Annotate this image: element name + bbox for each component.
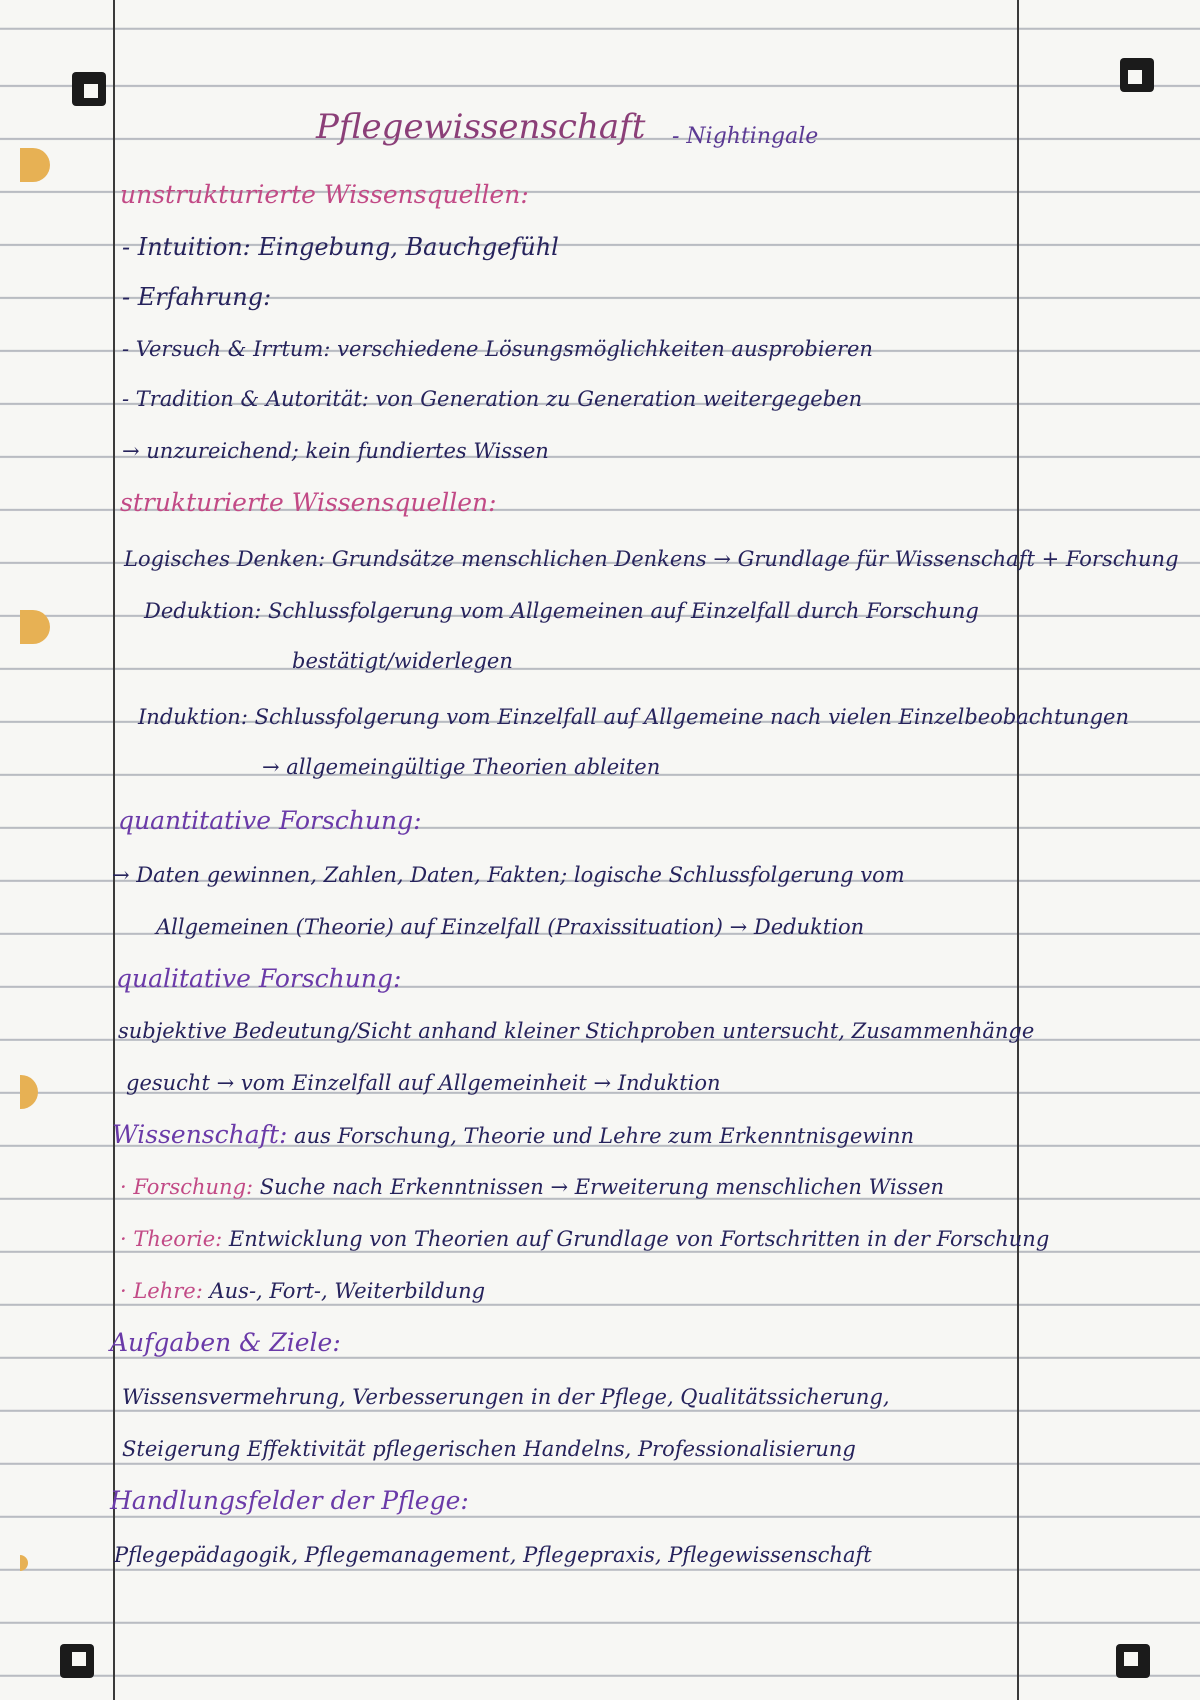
note-line-lehre [120, 1276, 485, 1306]
lehre-text: Aus-, Fort-, Weiterbildung [202, 1279, 486, 1303]
note-line-logisches-denken: Logisches Denken: Grundsätze menschlichen Denkens → Grundlage für Wissenschaft + Forschung [124, 547, 1179, 571]
corner-marker-top-left-icon [72, 72, 106, 106]
wissenschaft-label: Wissenschaft: [112, 1120, 288, 1149]
note-line-deduktion: Deduktion: Schlussfolgerung vom Allgemeinen auf Einzelfall durch Forschung [144, 599, 979, 623]
note-line-tradition: - Tradition & Autorität: von Generation zu Generation weitergegeben [122, 387, 863, 411]
punch-hole [20, 1075, 38, 1109]
punch-hole [20, 1555, 28, 1571]
note-line-versuch-irrtum: - Versuch & Irrtum: verschiedene Lösungsmöglichkeiten ausprobieren [122, 337, 873, 361]
note-line-deduktion-continued: bestätigt/widerlegen [292, 649, 513, 673]
punch-hole [20, 148, 50, 182]
heading-qualitative-research: qualitative Forschung: [116, 964, 402, 993]
lehre-label: · Lehre: [120, 1279, 203, 1303]
note-line-qualitative-2: gesucht → vom Einzelfall auf Allgemeinheit → Induktion [126, 1071, 721, 1095]
heading-structured-sources: strukturierte Wissensquellen: [120, 488, 497, 517]
page-title: Pflegewissenschaft [316, 107, 646, 147]
note-line-aufgaben-1: Wissensvermehrung, Verbesserungen in der Pflege, Qualitätssicherung, [122, 1385, 890, 1409]
corner-marker-bottom-right-icon [1116, 1644, 1150, 1678]
right-margin-line [1017, 0, 1019, 1700]
note-line-qualitative-1: subjektive Bedeutung/Sicht anhand kleiner Stichproben untersucht, Zusammenhänge [118, 1019, 1035, 1043]
note-line-forschung [120, 1172, 944, 1202]
theorie-text: Entwicklung von Theorien auf Grundlage von Fortschritten in der Forschung [222, 1227, 1050, 1251]
punch-hole [20, 610, 50, 644]
note-line-induktion: Induktion: Schlussfolgerung vom Einzelfall auf Allgemeine nach vielen Einzelbeobachtungen [138, 705, 1129, 729]
corner-marker-bottom-left-icon [60, 1644, 94, 1678]
page-subtitle: - Nightingale [672, 124, 819, 149]
note-line-induktion-continued: → allgemeingültige Theorien ableiten [262, 755, 661, 779]
note-line-quantitative-2: Allgemeinen (Theorie) auf Einzelfall (Praxissituation) → Deduktion [156, 915, 865, 939]
heading-aufgaben-ziele: Aufgaben & Ziele: [110, 1328, 341, 1357]
forschung-text: Suche nach Erkenntnissen → Erweiterung menschlichen Wissen [253, 1175, 945, 1199]
note-line-handlungsfelder: Pflegepädagogik, Pflegemanagement, Pflegepraxis, Pflegewissenschaft [114, 1543, 872, 1567]
note-line-unzureichend: → unzureichend; kein fundiertes Wissen [122, 439, 549, 463]
heading-handlungsfelder: Handlungsfelder der Pflege: [110, 1486, 469, 1515]
heading-quantitative-research: quantitative Forschung: [118, 806, 422, 835]
note-line-wissenschaft [112, 1120, 914, 1151]
heading-unstructured-sources: unstrukturierte Wissensquellen: [120, 180, 529, 209]
note-line-erfahrung: - Erfahrung: [122, 283, 272, 311]
theorie-label: · Theorie: [120, 1227, 223, 1251]
corner-marker-top-right-icon [1120, 58, 1154, 92]
wissenschaft-text: aus Forschung, Theorie und Lehre zum Erkenntnisgewinn [287, 1124, 915, 1148]
forschung-label: · Forschung: [120, 1175, 254, 1199]
note-line-intuition: - Intuition: Eingebung, Bauchgefühl [122, 233, 559, 261]
note-line-theorie [120, 1224, 1049, 1254]
left-margin-line [113, 0, 115, 1700]
note-line-quantitative-1: → Daten gewinnen, Zahlen, Daten, Fakten; logische Schlussfolgerung vom [112, 863, 905, 887]
note-line-aufgaben-2: Steigerung Effektivität pflegerischen Handelns, Professionalisierung [122, 1437, 856, 1461]
